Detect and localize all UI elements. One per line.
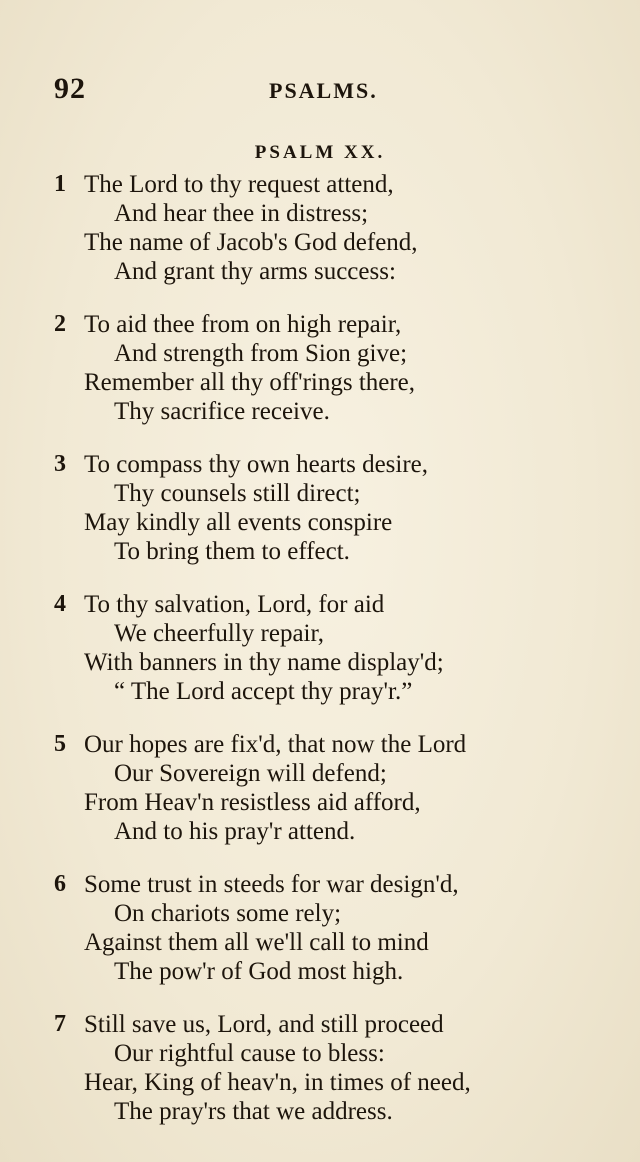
stanza — [54, 870, 574, 986]
verse-line: To thy salvation, Lord, for aid — [84, 591, 385, 618]
verse-line: Some trust in steeds for war design'd, — [84, 871, 459, 898]
stanza — [54, 170, 574, 286]
verse-line: Thy sacrifice receive. — [114, 398, 330, 425]
verse-line: Our hopes are fix'd, that now the Lord — [84, 731, 467, 758]
verse-line: “ The Lord accept thy pray'r.” — [114, 678, 413, 705]
stanza — [54, 310, 574, 426]
verse-line: We cheerfully repair, — [114, 620, 325, 647]
stanza-number: 7 — [54, 1011, 66, 1037]
verse-line: The name of Jacob's God defend, — [84, 229, 418, 256]
verse-line: From Heav'n resistless aid afford, — [84, 789, 421, 816]
verse-line: Our Sovereign will defend; — [114, 760, 387, 787]
verse-line: To bring them to effect. — [114, 538, 350, 565]
verse-line: Hear, King of heav'n, in times of need, — [84, 1069, 471, 1096]
stanza-number: 4 — [54, 591, 66, 617]
running-head: PSALMS. — [269, 78, 378, 103]
verse-line: May kindly all events conspire — [84, 509, 393, 536]
verse-line: Our rightful cause to bless: — [114, 1040, 385, 1067]
stanza-number: 6 — [54, 871, 66, 897]
stanza-number: 2 — [54, 311, 66, 337]
stanza-number: 5 — [54, 731, 66, 757]
verse-line: Thy counsels still direct; — [114, 480, 361, 507]
stanza-number: 3 — [54, 451, 66, 477]
verse-line: On chariots some rely; — [114, 900, 342, 927]
verse-line: To aid thee from on high repair, — [84, 311, 402, 338]
verse-line: The pray'rs that we address. — [114, 1098, 393, 1125]
verse-line: Still save us, Lord, and still proceed — [84, 1011, 444, 1038]
verse-line: With banners in thy name display'd; — [84, 649, 444, 676]
stanza — [54, 590, 574, 706]
verse-line: The Lord to thy request attend, — [84, 171, 394, 198]
verse-line: And to his pray'r attend. — [114, 818, 356, 845]
stanza — [54, 450, 574, 566]
stanza-number: 1 — [54, 171, 66, 197]
verse-line: And grant thy arms success: — [114, 258, 396, 285]
verse-line: The pow'r of God most high. — [114, 958, 404, 985]
stanza — [54, 1010, 574, 1126]
verse-line: To compass thy own hearts desire, — [84, 451, 429, 478]
verse-line: Remember all thy off'rings there, — [84, 369, 416, 396]
psalm-title: PSALM XX. — [254, 142, 386, 163]
page-number: 92 — [54, 72, 86, 105]
verse-line: And hear thee in distress; — [114, 200, 369, 227]
stanza — [54, 730, 574, 846]
psalm-text — [54, 170, 574, 1150]
verse-line: Against them all we'll call to mind — [84, 929, 429, 956]
page-header — [54, 72, 580, 112]
verse-line: And strength from Sion give; — [114, 340, 408, 367]
